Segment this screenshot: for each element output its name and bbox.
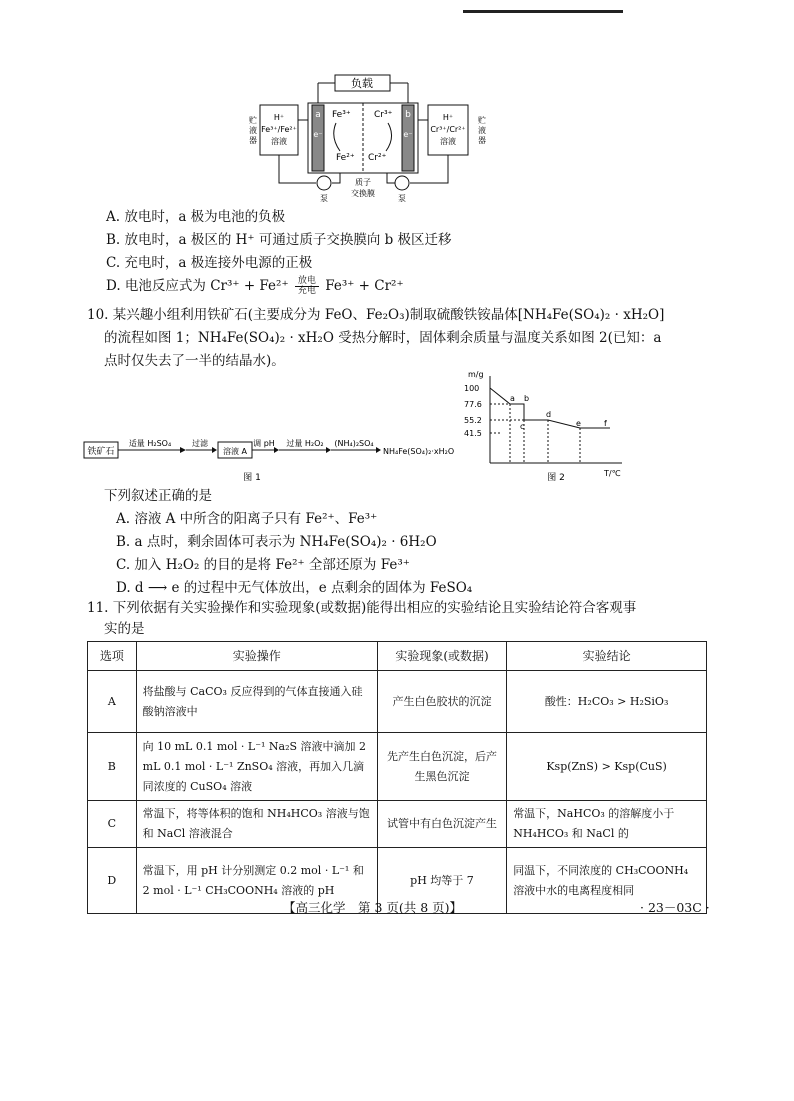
table-row bbox=[88, 671, 707, 733]
flow-product: NH₄Fe(SO₄)₂·xH₂O bbox=[383, 447, 455, 456]
point-e: e bbox=[576, 419, 581, 428]
cr2-label: Cr²⁺ bbox=[368, 153, 387, 163]
table-row bbox=[88, 801, 707, 848]
right-side-label-1: 贮 bbox=[478, 116, 486, 125]
q10-option-b: B. a 点时，剩余固体可表示为 NH₄Fe(SO₄)₂ · 6H₂O bbox=[116, 534, 437, 550]
table-row bbox=[88, 733, 707, 801]
left-tank-line3: 溶液 bbox=[271, 137, 287, 146]
q10-line-2: 的流程如图 1；NH₄Fe(SO₄)₂ · xH₂O 受热分解时，固体剩余质量与温度关系如图 2(已知：a bbox=[104, 330, 662, 346]
row-operation: 将盐酸与 CaCO₃ 反应得到的气体直接通入硅酸钠溶液中 bbox=[136, 671, 377, 733]
row-phenomenon: pH 均等于 7 bbox=[377, 848, 506, 914]
flow-step5: (NH₄)₂SO₄ bbox=[334, 439, 374, 448]
table-header-row bbox=[88, 642, 707, 671]
flow-box: 溶液 A bbox=[222, 447, 248, 456]
membrane-label-2: 交换膜 bbox=[351, 189, 375, 198]
arrow-top-label: 放电 bbox=[295, 277, 319, 287]
flow-start: 铁矿石 bbox=[87, 447, 115, 457]
electrode-a: a bbox=[315, 110, 321, 120]
row-operation: 常温下，用 pH 计分别测定 0.2 mol · L⁻¹ 和 2 mol · L⁻¹ CH₃COONH₄ 溶液的 pH bbox=[136, 848, 377, 914]
row-phenomenon: 试管中有白色沉淀产生 bbox=[377, 801, 506, 848]
q10-line-1: 10. 某兴趣小组利用铁矿石(主要成分为 FeO、Fe₂O₃)制取硫酸铁铵晶体[NH₄Fe(SO₄)₂ · xH₂O] bbox=[87, 307, 665, 323]
q10-line-3: 点时仅失去了一半的结晶水)。 bbox=[104, 353, 285, 369]
row-option: C bbox=[88, 801, 137, 848]
q9-d-suffix: Fe³⁺ + Cr²⁺ bbox=[325, 278, 404, 294]
point-a: a bbox=[510, 394, 515, 403]
right-tank-line3: 溶液 bbox=[440, 137, 456, 146]
header-phenomenon: 实验现象(或数据) bbox=[377, 642, 506, 671]
ytick-55-2: 55.2 bbox=[464, 416, 482, 425]
header-conclusion: 实验结论 bbox=[507, 642, 707, 671]
row-option: A bbox=[88, 671, 137, 733]
flow-step3: 调 pH bbox=[253, 439, 275, 448]
arrow-bottom-label: 充电 bbox=[297, 286, 316, 296]
membrane-label-1: 质子 bbox=[355, 178, 371, 187]
experiment-table bbox=[87, 641, 707, 914]
fe2-label: Fe²⁺ bbox=[336, 153, 355, 163]
point-d: d bbox=[546, 410, 552, 419]
electrode-b: b bbox=[405, 110, 411, 120]
ytick-41-5: 41.5 bbox=[464, 429, 482, 438]
header-option: 选项 bbox=[88, 642, 137, 671]
point-f: f bbox=[604, 419, 607, 428]
q10-option-c: C. 加入 H₂O₂ 的目的是将 Fe²⁺ 全部还原为 Fe³⁺ bbox=[116, 557, 410, 573]
electron-right: e⁻ bbox=[403, 130, 413, 139]
left-side-label-3: 器 bbox=[249, 136, 257, 145]
load-label: 负载 bbox=[351, 77, 373, 90]
row-operation: 向 10 mL 0.1 mol · L⁻¹ Na₂S 溶液中滴加 2 mL 0.1 mol · L⁻¹ ZnSO₄ 溶液，再加入几滴同浓度的 CuSO₄ 溶液 bbox=[136, 733, 377, 801]
row-phenomenon: 产生白色胶状的沉淀 bbox=[377, 671, 506, 733]
pump-left-label: 泵 bbox=[320, 194, 328, 203]
row-phenomenon: 先产生白色沉淀，后产生黑色沉淀 bbox=[377, 733, 506, 801]
row-conclusion: Ksp(ZnS) > Ksp(CuS) bbox=[507, 733, 707, 801]
figure-2-caption: 图 2 bbox=[547, 473, 565, 483]
electron-left: e⁻ bbox=[313, 130, 323, 139]
q11-line-2: 实的是 bbox=[104, 621, 145, 637]
q9-option-a: A. 放电时，a 极为电池的负极 bbox=[106, 209, 286, 225]
mass-temperature-graph bbox=[462, 368, 632, 486]
top-rule bbox=[463, 10, 623, 13]
right-tank-line1: H⁺ bbox=[442, 113, 454, 122]
row-option: D bbox=[88, 848, 137, 914]
left-side-label-2: 液 bbox=[249, 126, 257, 135]
process-flowchart bbox=[84, 436, 464, 486]
pump-right-label: 泵 bbox=[398, 194, 406, 203]
page-code: · 23－03C · bbox=[640, 900, 710, 915]
header-operation: 实验操作 bbox=[136, 642, 377, 671]
row-conclusion: 酸性：H₂CO₃ > H₂SiO₃ bbox=[507, 671, 707, 733]
cr3-label: Cr³⁺ bbox=[374, 110, 393, 120]
flow-step4: 过量 H₂O₂ bbox=[286, 439, 324, 448]
x-axis-label: T/℃ bbox=[604, 469, 621, 478]
figure-1-caption: 图 1 bbox=[243, 473, 261, 483]
q10-option-a: A. 溶液 A 中所含的阳离子只有 Fe²⁺、Fe³⁺ bbox=[116, 511, 378, 527]
flow-step1: 适量 H₂SO₄ bbox=[128, 439, 172, 448]
fe3-label: Fe³⁺ bbox=[332, 110, 351, 120]
left-tank-line1: H⁺ bbox=[273, 113, 285, 122]
y-axis-label: m/g bbox=[468, 370, 484, 379]
flow-step2: 过滤 bbox=[192, 439, 208, 448]
q11-line-1: 11. 下列依据有关实验操作和实验现象(或数据)能得出相应的实验结论且实验结论符合客观事 bbox=[87, 600, 637, 616]
right-tank-line2: Cr³⁺/Cr²⁺ bbox=[430, 125, 466, 134]
q9-option-b: B. 放电时，a 极区的 H⁺ 可通过质子交换膜向 b 极区迁移 bbox=[106, 232, 452, 248]
q10-option-d: D. d ⟶ e 的过程中无气体放出，e 点剩余的固体为 FeSO₄ bbox=[116, 580, 473, 596]
flow-battery-diagram bbox=[250, 75, 490, 205]
reversible-arrow bbox=[295, 277, 319, 296]
ytick-100: 100 bbox=[464, 384, 480, 393]
q9-d-prefix: D. 电池反应式为 Cr³⁺ + Fe²⁺ bbox=[106, 278, 289, 294]
left-tank-line2: Fe³⁺/Fe²⁺ bbox=[261, 125, 297, 134]
q10-prompt: 下列叙述正确的是 bbox=[104, 488, 212, 504]
q9-option-c: C. 充电时，a 极连接外电源的正极 bbox=[106, 255, 313, 271]
point-c: c bbox=[520, 422, 525, 431]
row-conclusion: 常温下，NaHCO₃ 的溶解度小于 NH₄HCO₃ 和 NaCl 的 bbox=[507, 801, 707, 848]
right-side-label-2: 液 bbox=[478, 126, 486, 135]
point-b: b bbox=[524, 394, 530, 403]
row-operation: 常温下，将等体积的饱和 NH₄HCO₃ 溶液与饱和 NaCl 溶液混合 bbox=[136, 801, 377, 848]
ytick-77-6: 77.6 bbox=[464, 400, 482, 409]
left-side-label-1: 贮 bbox=[249, 116, 257, 125]
page-footer: 【高三化学 第 3 页(共 8 页)】 bbox=[283, 900, 463, 915]
row-conclusion: 同温下，不同浓度的 CH₃COONH₄ 溶液中水的电离程度相同 bbox=[507, 848, 707, 914]
row-option: B bbox=[88, 733, 137, 801]
q9-option-d bbox=[106, 276, 404, 296]
right-side-label-3: 器 bbox=[478, 136, 486, 145]
